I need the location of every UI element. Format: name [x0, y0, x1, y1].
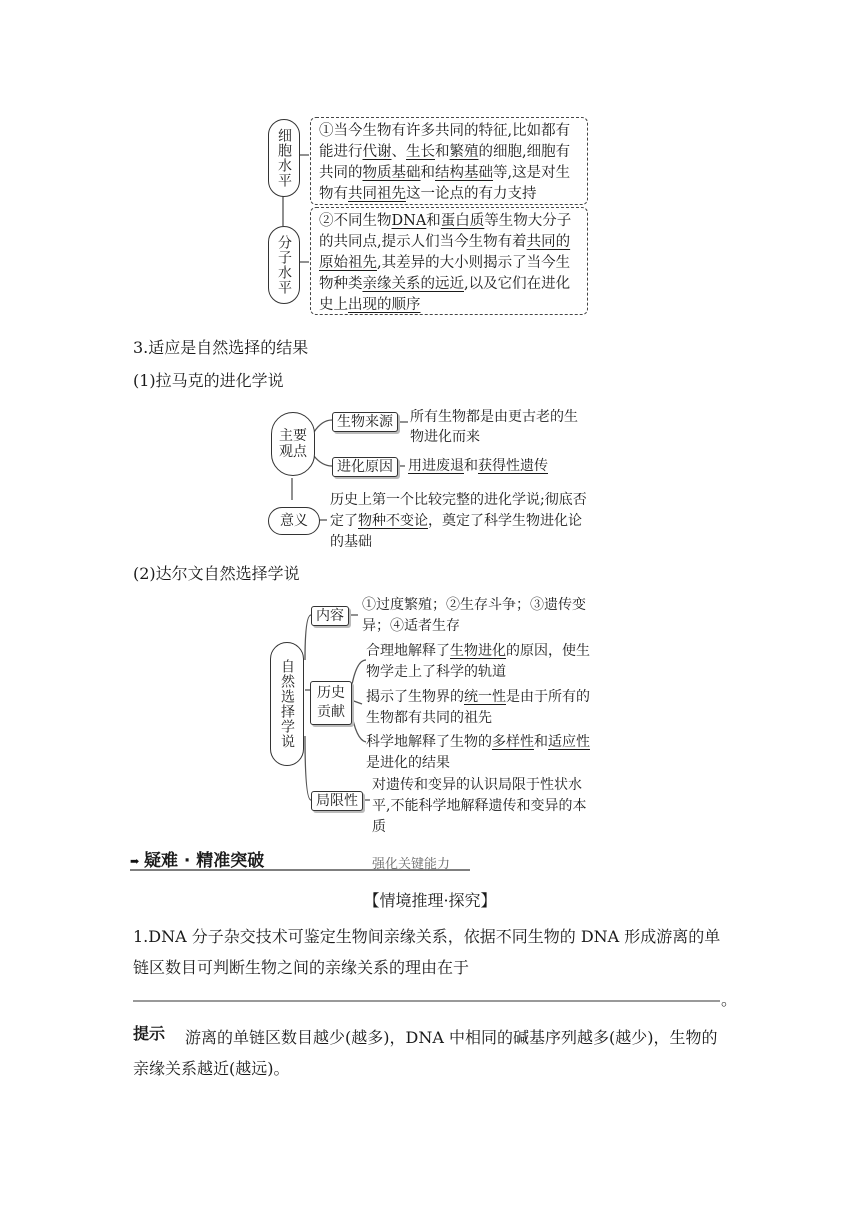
question-text: 1.DNA 分子杂交技术可鉴定生物间亲缘关系，依据不同生物的 DNA 形成游离的单链区数目可判断生物之间的亲缘关系的理由在于 [133, 927, 721, 977]
lamarck-main-node: 主要观点 [271, 412, 315, 476]
lamarck-title: (1)拉马克的进化学说 [133, 371, 284, 390]
section-banner-subtitle: 强化关键能力 [372, 857, 451, 872]
molecular-level-box: ②不同生物DNA和蛋白质等生物大分子的共同点,提示人们当今生物有着共同的原始祖先,其差异的大小则揭示了当今生物种类亲缘关系的远近,以及它们在进化史上出现的顺序 [310, 207, 588, 315]
section-banner-title: 疑难 · 精准突破 [144, 851, 265, 871]
lamarck-origin-label: 生物来源 [332, 412, 398, 432]
lamarck-meaning-node: 意义 [268, 507, 320, 535]
inquiry-title: 【情境推理·探究】 [363, 891, 497, 910]
hint-text: 游离的单链区数目越少(越多)，DNA 中相同的碱基序列越多(越少)，生物的亲缘关系越近(越远)。 [133, 1028, 718, 1078]
hint-label: 提示 [133, 1024, 166, 1043]
darwin-main-node: 自然选择学说 [270, 642, 304, 766]
darwin-limit-text: 对遗传和变异的认识局限于性状水平,不能科学地解释遗传和变异的本质 [372, 777, 587, 835]
lamarck-origin-text: 所有生物都是由更古老的生物进化而来 [410, 409, 578, 445]
darwin-history-label: 历史贡献 [310, 681, 352, 725]
section-banner-arrow-icon: ➡ [130, 855, 140, 868]
cell-level-box: ①当今生物有许多共同的特征,比如都有能进行代谢、生长和繁殖的细胞,细胞有共同的物质基础和结构基础等,这是对生物有共同祖先这一论点的有力支持 [310, 117, 588, 205]
darwin-content-text: ①过度繁殖；②生存斗争；③遗传变异；④适者生存 [362, 597, 586, 634]
darwin-history-1: 合理地解释了生物进化的原因，使生物学走上了科学的轨道 [366, 643, 590, 680]
lamarck-meaning-text: 历史上第一个比较完整的进化学说;彻底否定了物种不变论，奠定了科学生物进化论的基础 [330, 492, 587, 550]
section-3-title: 3.适应是自然选择的结果 [133, 338, 309, 357]
darwin-content-label: 内容 [311, 606, 349, 626]
answer-end: 。 [721, 990, 738, 1009]
darwin-title: (2)达尔文自然选择学说 [133, 564, 300, 583]
molecular-level-node: 分子水平 [268, 226, 300, 304]
lamarck-cause-text: 用进废退和获得性遗传 [408, 458, 548, 474]
darwin-history-3: 科学地解释了生物的多样性和适应性是进化的结果 [366, 734, 590, 771]
darwin-limit-label: 局限性 [311, 791, 363, 811]
darwin-history-2: 揭示了生物界的统一性是由于所有的生物都有共同的祖先 [366, 689, 590, 726]
lamarck-cause-label: 进化原因 [332, 457, 398, 477]
cell-level-node: 细胞水平 [268, 119, 300, 197]
